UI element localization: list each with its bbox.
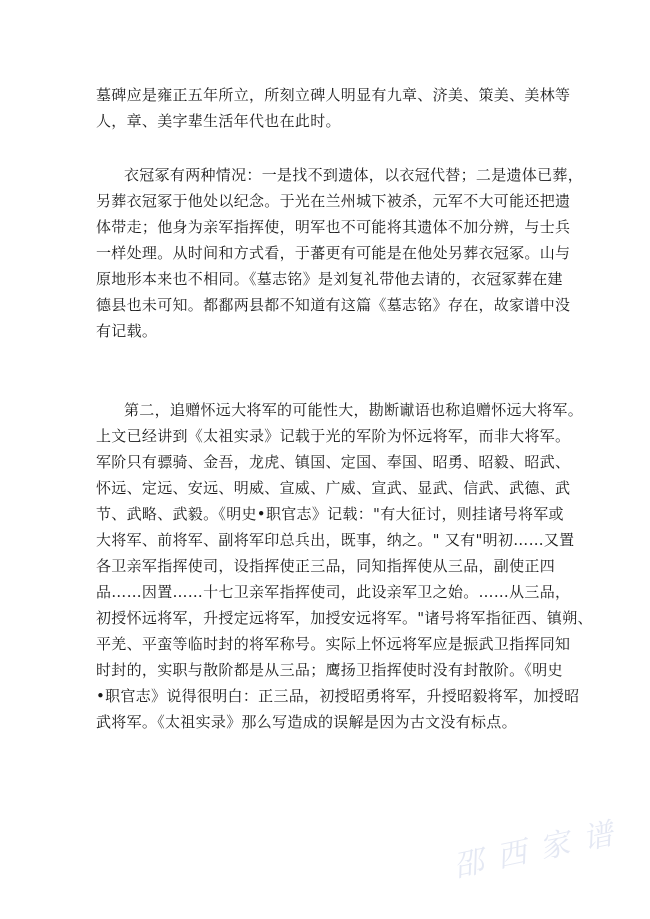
- text-line: 有记载。: [96, 322, 158, 340]
- text-line: 时封的，实职与散阶都是从三品；鹰扬卫指挥使时没有封散阶。《明史: [96, 661, 563, 679]
- text-line: 一样处理。从时间和方式看，于蕃更有可能是在他处另葬衣冠冢。山与: [96, 244, 571, 262]
- text-line: 德县也未可知。都鄱两县都不知道有这篇《墓志铭》存在，故家谱中没: [96, 296, 571, 314]
- text-line: 初授怀远将军，升授定远将军，加授安远将军。"诸号将军指征西、镇朔、: [96, 609, 593, 627]
- text-line: 原地形本来也不相同。《墓志铭》是刘复礼带他去请的，衣冠冢葬在建: [96, 270, 563, 288]
- text-line: 上文已经讲到《太祖实录》记载于光的军阶为怀远将军，而非大将军。: [96, 427, 571, 445]
- text-line: 衣冠冢有两种情况：一是找不到遗体，以衣冠代替；二是遗体已葬，: [124, 166, 584, 184]
- text-line: 平羌、平蛮等临时封的将军称号。实际上怀远将军应是振武卫指挥同知: [96, 635, 571, 653]
- text-line: 武将军。《太祖实录》那么写造成的误解是因为古文没有标点。: [96, 713, 517, 731]
- text-line: 墓碑应是雍正五年所立，所刻立碑人明显有九章、济美、策美、美林等: [96, 86, 571, 104]
- text-line: 人，章、美字辈生活年代也在此时。: [96, 112, 341, 130]
- paragraph-2: [96, 162, 584, 344]
- paragraph-3: [96, 397, 593, 735]
- text-line: 节、武略、武毅。《明史•职官志》记载："有大征讨，则挂诸号将军或: [96, 505, 564, 523]
- text-line: 第二，追赠怀远大将军的可能性大，勘断谳语也称追赠怀远大将军。: [124, 401, 584, 419]
- text-line: 体带走；他身为亲军指挥使，明军也不可能将其遗体不加分辨，与士兵: [96, 218, 571, 236]
- text-line: 各卫亲军指挥使司，设指挥使正三品，同知指挥使从三品，副使正四: [96, 557, 556, 575]
- watermark: 邵西家谱: [450, 813, 630, 885]
- text-line: 怀远、定远、安远、明威、宣威、广威、宣武、显武、信武、武德、武: [96, 479, 571, 497]
- text-line: 品……因置……十七卫亲军指挥使司，此设亲军卫之始。……从三品，: [96, 583, 571, 601]
- paragraph-1: [96, 82, 571, 134]
- text-line: 大将军、前将军、副将军印总兵出，既事，纳之。" 又有"明初……又置: [96, 531, 575, 549]
- text-line: •职官志》说得很明白：正三品，初授昭勇将军，升授昭毅将军，加授昭: [96, 687, 580, 705]
- text-line: 另葬衣冠冢于他处以纪念。于光在兰州城下被杀，元军不大可能还把遗: [96, 192, 571, 210]
- text-line: 军阶只有骠骑、金吾，龙虎、镇国、定国、奉国、昭勇、昭毅、昭武、: [96, 453, 571, 471]
